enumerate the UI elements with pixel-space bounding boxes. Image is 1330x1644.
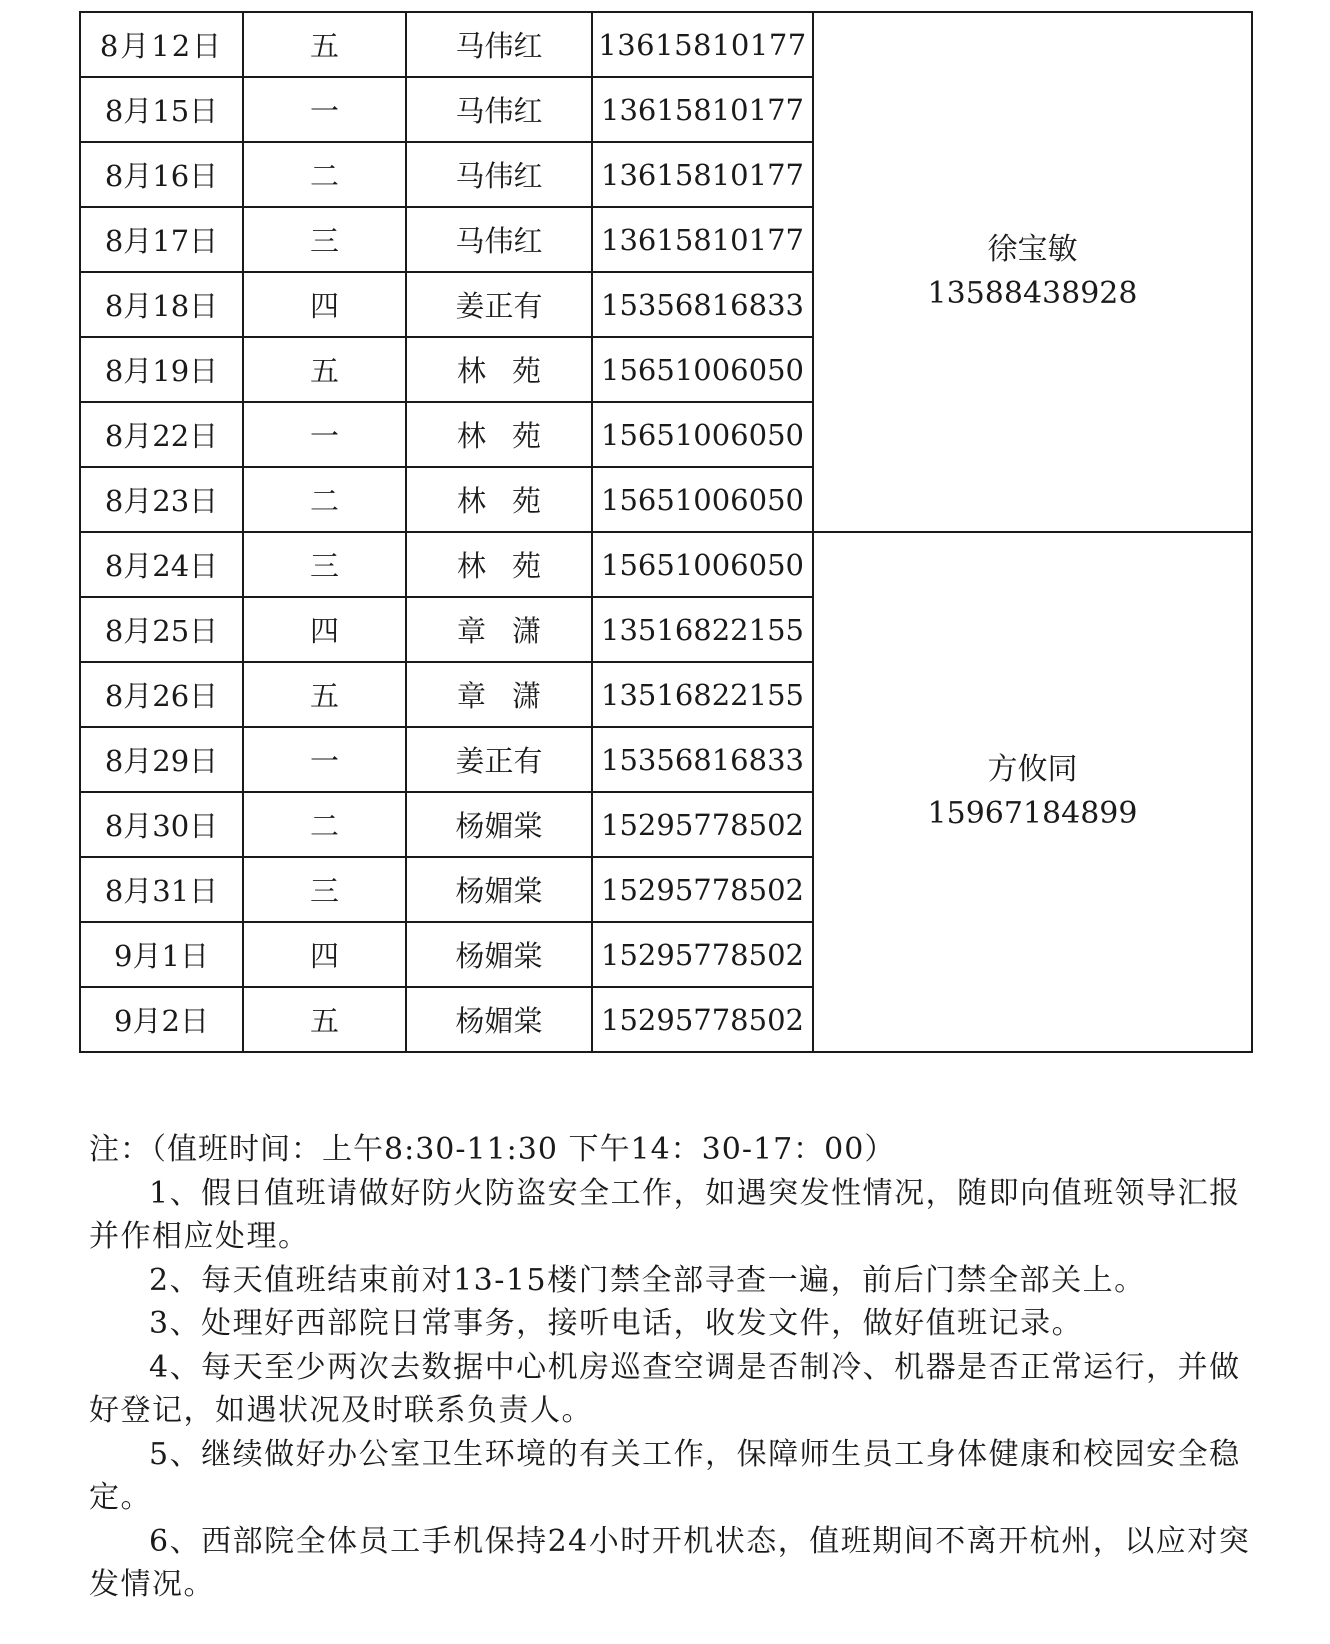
duty-phone: 13615810177 <box>592 77 813 142</box>
duty-date: 8月26日 <box>80 662 243 727</box>
note-item: 1、假日值班请做好防火防盗安全工作，如遇突发性情况，随即向值班领导汇报并作相应处理。 <box>89 1175 1241 1254</box>
duty-person <box>406 662 592 727</box>
duty-date: 8月22日 <box>80 402 243 467</box>
duty-weekday: 二 <box>243 792 406 857</box>
duty-weekday: 二 <box>243 467 406 532</box>
duty-person <box>406 337 592 402</box>
duty-date: 8月19日 <box>80 337 243 402</box>
duty-person <box>406 987 592 1052</box>
duty-person-name: 马伟红 <box>455 159 543 193</box>
duty-weekday: 五 <box>243 337 406 402</box>
duty-weekday: 五 <box>243 987 406 1052</box>
duty-person <box>406 727 592 792</box>
duty-phone: 13615810177 <box>592 207 813 272</box>
duty-phone: 15295778502 <box>592 922 813 987</box>
duty-person-name: 林苑 <box>456 419 568 453</box>
duty-person <box>406 12 592 77</box>
table-row <box>80 12 1252 77</box>
duty-person <box>406 207 592 272</box>
duty-date: 8月31日 <box>80 857 243 922</box>
duty-person <box>406 532 592 597</box>
duty-phone: 15295778502 <box>592 792 813 857</box>
duty-leader-name: 方攸同 <box>987 752 1078 787</box>
duty-weekday: 五 <box>243 12 406 77</box>
duty-date: 8月16日 <box>80 142 243 207</box>
duty-person-name: 杨媚棠 <box>455 939 543 973</box>
duty-weekday: 三 <box>243 207 406 272</box>
duty-person-name: 杨媚棠 <box>455 874 543 908</box>
duty-weekday: 二 <box>243 142 406 207</box>
duty-weekday: 四 <box>243 922 406 987</box>
duty-phone: 15356816833 <box>592 272 813 337</box>
duty-phone: 15651006050 <box>592 467 813 532</box>
duty-weekday: 四 <box>243 597 406 662</box>
duty-person <box>406 402 592 467</box>
duty-leader-cell <box>813 12 1252 532</box>
duty-person-name: 林苑 <box>456 354 568 388</box>
duty-person <box>406 272 592 337</box>
note-item: 4、每天至少两次去数据中心机房巡查空调是否制冷、机器是否正常运行，并做好登记，如遇状况及时联系负责人。 <box>89 1349 1241 1428</box>
duty-phone: 15651006050 <box>592 532 813 597</box>
duty-notes <box>89 1128 1259 1607</box>
duty-schedule-table <box>79 11 1253 1053</box>
duty-date: 8月23日 <box>80 467 243 532</box>
duty-weekday: 一 <box>243 727 406 792</box>
duty-weekday: 四 <box>243 272 406 337</box>
duty-leader-name: 徐宝敏 <box>987 232 1078 267</box>
duty-phone: 13615810177 <box>592 12 813 77</box>
duty-weekday: 三 <box>243 532 406 597</box>
duty-phone: 13516822155 <box>592 662 813 727</box>
duty-leader-phone: 15967184899 <box>927 796 1138 831</box>
duty-person-name: 杨媚棠 <box>455 1004 543 1038</box>
duty-phone: 15651006050 <box>592 402 813 467</box>
duty-person-name: 林苑 <box>456 549 568 583</box>
duty-date: 8月29日 <box>80 727 243 792</box>
duty-phone: 15651006050 <box>592 337 813 402</box>
duty-person <box>406 467 592 532</box>
duty-person-name: 姜正有 <box>455 289 543 323</box>
duty-weekday: 五 <box>243 662 406 727</box>
duty-date: 8月18日 <box>80 272 243 337</box>
duty-person-name: 马伟红 <box>455 94 543 128</box>
duty-phone: 13516822155 <box>592 597 813 662</box>
duty-person-name: 马伟红 <box>455 224 543 258</box>
duty-person-name: 姜正有 <box>455 744 543 778</box>
duty-date: 9月2日 <box>80 987 243 1052</box>
duty-phone: 15295778502 <box>592 987 813 1052</box>
duty-person <box>406 597 592 662</box>
duty-date: 8月17日 <box>80 207 243 272</box>
duty-weekday: 一 <box>243 77 406 142</box>
duty-person-name: 杨媚棠 <box>455 809 543 843</box>
duty-date: 8月15日 <box>80 77 243 142</box>
duty-date: 8月24日 <box>80 532 243 597</box>
duty-phone: 15295778502 <box>592 857 813 922</box>
duty-leader-cell <box>813 532 1252 1052</box>
note-item: 3、处理好西部院日常事务，接听电话，收发文件，做好值班记录。 <box>149 1306 1084 1341</box>
duty-person <box>406 857 592 922</box>
duty-date: 8月30日 <box>80 792 243 857</box>
duty-person-name: 马伟红 <box>455 29 543 63</box>
duty-person <box>406 77 592 142</box>
duty-leader-phone: 13588438928 <box>927 276 1138 311</box>
duty-phone: 15356816833 <box>592 727 813 792</box>
duty-date: 8月12日 <box>80 12 243 77</box>
duty-weekday: 一 <box>243 402 406 467</box>
duty-person-name: 章潇 <box>456 679 568 713</box>
duty-person-name: 章潇 <box>456 614 568 648</box>
duty-phone: 13615810177 <box>592 142 813 207</box>
table-row <box>80 532 1252 597</box>
duty-person <box>406 792 592 857</box>
note-item: 2、每天值班结束前对13-15楼门禁全部寻查一遍，前后门禁全部关上。 <box>149 1262 1146 1298</box>
duty-date: 9月1日 <box>80 922 243 987</box>
duty-person-name: 林苑 <box>456 484 568 518</box>
notes-heading: 注：（值班时间：上午8:30-11:30 下午14：30-17：00） <box>89 1132 896 1167</box>
note-item: 5、继续做好办公室卫生环境的有关工作，保障师生员工身体健康和校园安全稳定。 <box>89 1436 1241 1515</box>
duty-date: 8月25日 <box>80 597 243 662</box>
note-item: 6、西部院全体员工手机保持24小时开机状态，值班期间不离开杭州，以应对突发情况。 <box>89 1523 1251 1602</box>
duty-weekday: 三 <box>243 857 406 922</box>
duty-person <box>406 922 592 987</box>
duty-person <box>406 142 592 207</box>
